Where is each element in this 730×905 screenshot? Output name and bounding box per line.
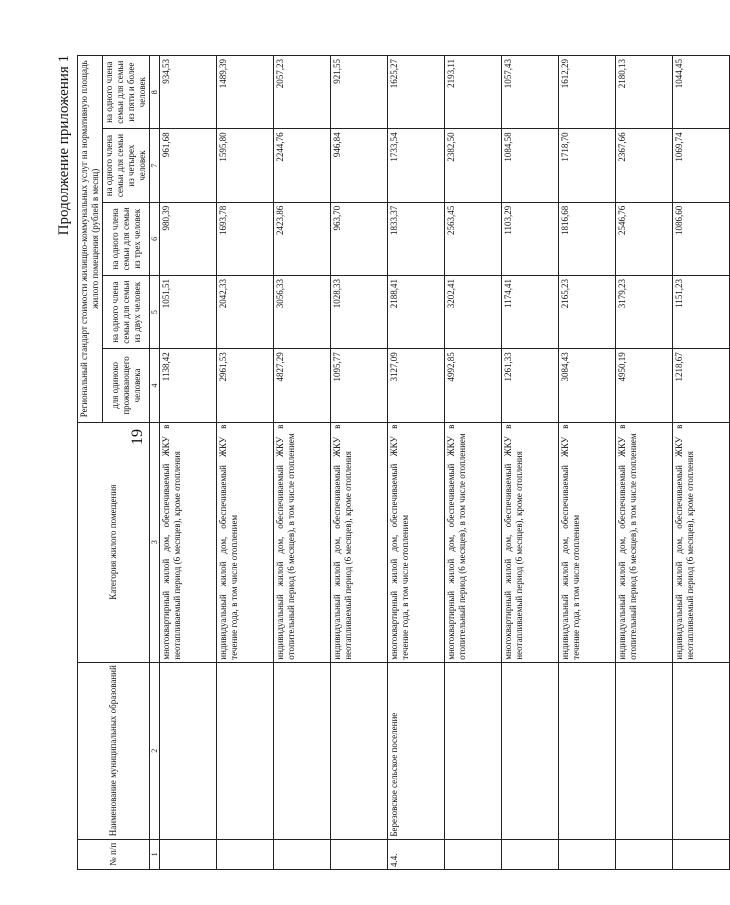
municipality-cell bbox=[445, 662, 502, 839]
value-family-4-cell: 1733,54 bbox=[388, 129, 445, 202]
municipality-cell bbox=[673, 662, 730, 839]
category-cell: индивидуальный жилой дом, обеспечиваемый ЖКУ в течение года, в том числе отоплением bbox=[217, 422, 274, 662]
table-row bbox=[217, 56, 274, 870]
column-number-row bbox=[150, 56, 160, 870]
category-cell: индивидуальный жилой дом, обеспечиваемый ЖКУ в неотапливаемый период (6 месяцев), кроме отопления bbox=[331, 422, 388, 662]
table-row bbox=[616, 56, 673, 870]
category-cell: многоквартирный жилой дом, обеспечиваемый ЖКУ в неотапливаемый период (6 месяцев), кроме отопления bbox=[160, 422, 217, 662]
value-family-2-cell: 2042,33 bbox=[217, 276, 274, 349]
table-row bbox=[388, 56, 445, 870]
category-cell: индивидуальный жилой дом, обеспечиваемый ЖКУ в отопительный период (6 месяцев), в том числе отоплением bbox=[616, 422, 673, 662]
value-family-5-cell: 2180,13 bbox=[616, 56, 673, 129]
value-family-3-cell: 2563,45 bbox=[445, 202, 502, 275]
table-row bbox=[502, 56, 559, 870]
column-number: 2 bbox=[150, 662, 160, 839]
column-number: 1 bbox=[150, 839, 160, 869]
category-cell: многоквартирный жилой дом, обеспечиваемый ЖКУ в отопительный период (6 месяцев), в том числе отоплением bbox=[445, 422, 502, 662]
value-single-cell: 1218,67 bbox=[673, 349, 730, 422]
value-family-3-cell: 2423,86 bbox=[274, 202, 331, 275]
value-family-2-cell: 1174,41 bbox=[502, 276, 559, 349]
value-family-3-cell: 1086,60 bbox=[673, 202, 730, 275]
value-family-3-cell: 1816,68 bbox=[559, 202, 616, 275]
table-row bbox=[445, 56, 502, 870]
value-family-5-cell: 2193,11 bbox=[445, 56, 502, 129]
table-body bbox=[160, 56, 730, 870]
value-single-cell: 4827,29 bbox=[274, 349, 331, 422]
row-number-cell bbox=[559, 839, 616, 869]
header-no: № п/п bbox=[78, 839, 150, 869]
category-cell: многоквартирный жилой дом, обеспечиваемый ЖКУ в течение года, в том числе отоплением bbox=[388, 422, 445, 662]
value-family-2-cell: 1028,33 bbox=[331, 276, 388, 349]
municipality-cell: Березовское сельское поселение bbox=[388, 662, 445, 839]
header-sub-5: на одного члена семьи для семьи из пяти и более человек bbox=[103, 56, 150, 129]
value-family-3-cell: 2546,76 bbox=[616, 202, 673, 275]
category-cell: индивидуальный жилой дом, обеспечиваемый ЖКУ в отопительный период (6 месяцев), в том числе отоплением bbox=[274, 422, 331, 662]
value-single-cell: 3084,43 bbox=[559, 349, 616, 422]
value-family-5-cell: 1612,29 bbox=[559, 56, 616, 129]
table-row bbox=[331, 56, 388, 870]
row-number-cell bbox=[502, 839, 559, 869]
column-number: 7 bbox=[150, 129, 160, 202]
municipality-cell bbox=[502, 662, 559, 839]
row-number-cell bbox=[274, 839, 331, 869]
header-sub-4: на одного члена семьи для семьи из четырех человек bbox=[103, 129, 150, 202]
value-family-4-cell: 946,84 bbox=[331, 129, 388, 202]
municipality-cell bbox=[217, 662, 274, 839]
category-cell: индивидуальный жилой дом, обеспечиваемый ЖКУ в неотапливаемый период (6 месяцев), кроме отопления bbox=[673, 422, 730, 662]
value-family-2-cell: 3056,33 bbox=[274, 276, 331, 349]
value-family-3-cell: 963,70 bbox=[331, 202, 388, 275]
column-number: 5 bbox=[150, 276, 160, 349]
value-single-cell: 4950,19 bbox=[616, 349, 673, 422]
value-family-5-cell: 1044,45 bbox=[673, 56, 730, 129]
value-family-5-cell: 1489,39 bbox=[217, 56, 274, 129]
value-family-2-cell: 3179,23 bbox=[616, 276, 673, 349]
row-number-cell bbox=[160, 839, 217, 869]
value-single-cell: 1138,42 bbox=[160, 349, 217, 422]
housing-standard-table bbox=[77, 55, 730, 870]
table-row bbox=[160, 56, 217, 870]
column-number: 8 bbox=[150, 56, 160, 129]
table-row bbox=[673, 56, 730, 870]
value-family-4-cell: 1718,70 bbox=[559, 129, 616, 202]
value-family-4-cell: 2244,76 bbox=[274, 129, 331, 202]
value-family-4-cell: 1084,58 bbox=[502, 129, 559, 202]
value-family-3-cell: 1833,37 bbox=[388, 202, 445, 275]
value-family-2-cell: 3202,41 bbox=[445, 276, 502, 349]
value-family-2-cell: 2165,23 bbox=[559, 276, 616, 349]
value-family-2-cell: 1151,23 bbox=[673, 276, 730, 349]
header-municipality: Наименование муниципальных образований bbox=[78, 662, 150, 839]
row-number-cell bbox=[331, 839, 388, 869]
row-number-cell bbox=[217, 839, 274, 869]
value-family-2-cell: 2188,41 bbox=[388, 276, 445, 349]
value-family-5-cell: 2057,23 bbox=[274, 56, 331, 129]
column-number: 3 bbox=[150, 422, 160, 662]
appendix-title: Продолжение приложения 1 bbox=[56, 55, 72, 236]
value-family-4-cell: 2382,50 bbox=[445, 129, 502, 202]
value-family-4-cell: 961,68 bbox=[160, 129, 217, 202]
header-sub-3: на одного члена семьи для семьи из трех человек bbox=[103, 202, 150, 275]
value-family-3-cell: 980,39 bbox=[160, 202, 217, 275]
column-number: 6 bbox=[150, 202, 160, 275]
category-cell: многоквартирный жилой дом, обеспечиваемый ЖКУ в неотапливаемый период (6 месяцев), кроме отопления bbox=[502, 422, 559, 662]
header-sub-1: для одиноко проживающего человека bbox=[103, 349, 150, 422]
value-family-5-cell: 1625,27 bbox=[388, 56, 445, 129]
page-number: 19 bbox=[129, 429, 146, 445]
table-row bbox=[274, 56, 331, 870]
municipality-cell bbox=[331, 662, 388, 839]
category-cell: индивидуальный жилой дом, обеспечиваемый ЖКУ в течение года, в том числе отоплением bbox=[559, 422, 616, 662]
row-number-cell bbox=[616, 839, 673, 869]
value-family-3-cell: 1693,78 bbox=[217, 202, 274, 275]
value-single-cell: 3127,09 bbox=[388, 349, 445, 422]
column-number: 4 bbox=[150, 349, 160, 422]
value-family-5-cell: 1057,43 bbox=[502, 56, 559, 129]
value-family-4-cell: 1069,74 bbox=[673, 129, 730, 202]
municipality-cell bbox=[559, 662, 616, 839]
header-sub-2: на одного члена семьи для семьи из двух человек bbox=[103, 276, 150, 349]
table-row bbox=[559, 56, 616, 870]
header-category: Категория жилого помещения bbox=[78, 422, 150, 662]
header-standard: Региональный стандарт стоимости жилищно-коммунальных услуг на нормативную площадь жилого помещения (рублей в месяц) bbox=[78, 56, 103, 423]
value-family-5-cell: 934,53 bbox=[160, 56, 217, 129]
value-family-2-cell: 1051,51 bbox=[160, 276, 217, 349]
municipality-cell bbox=[274, 662, 331, 839]
row-number-cell bbox=[445, 839, 502, 869]
municipality-cell bbox=[160, 662, 217, 839]
header-row-1 bbox=[78, 56, 103, 870]
value-single-cell: 2961,53 bbox=[217, 349, 274, 422]
value-family-3-cell: 1103,29 bbox=[502, 202, 559, 275]
rotated-sheet bbox=[55, 55, 695, 870]
row-number-cell bbox=[673, 839, 730, 869]
value-family-4-cell: 1595,80 bbox=[217, 129, 274, 202]
value-single-cell: 1095,77 bbox=[331, 349, 388, 422]
municipality-cell bbox=[616, 662, 673, 839]
value-single-cell: 4992,85 bbox=[445, 349, 502, 422]
row-number-cell: 4.4. bbox=[388, 839, 445, 869]
value-family-4-cell: 2367,66 bbox=[616, 129, 673, 202]
value-family-5-cell: 921,55 bbox=[331, 56, 388, 129]
value-single-cell: 1261,33 bbox=[502, 349, 559, 422]
